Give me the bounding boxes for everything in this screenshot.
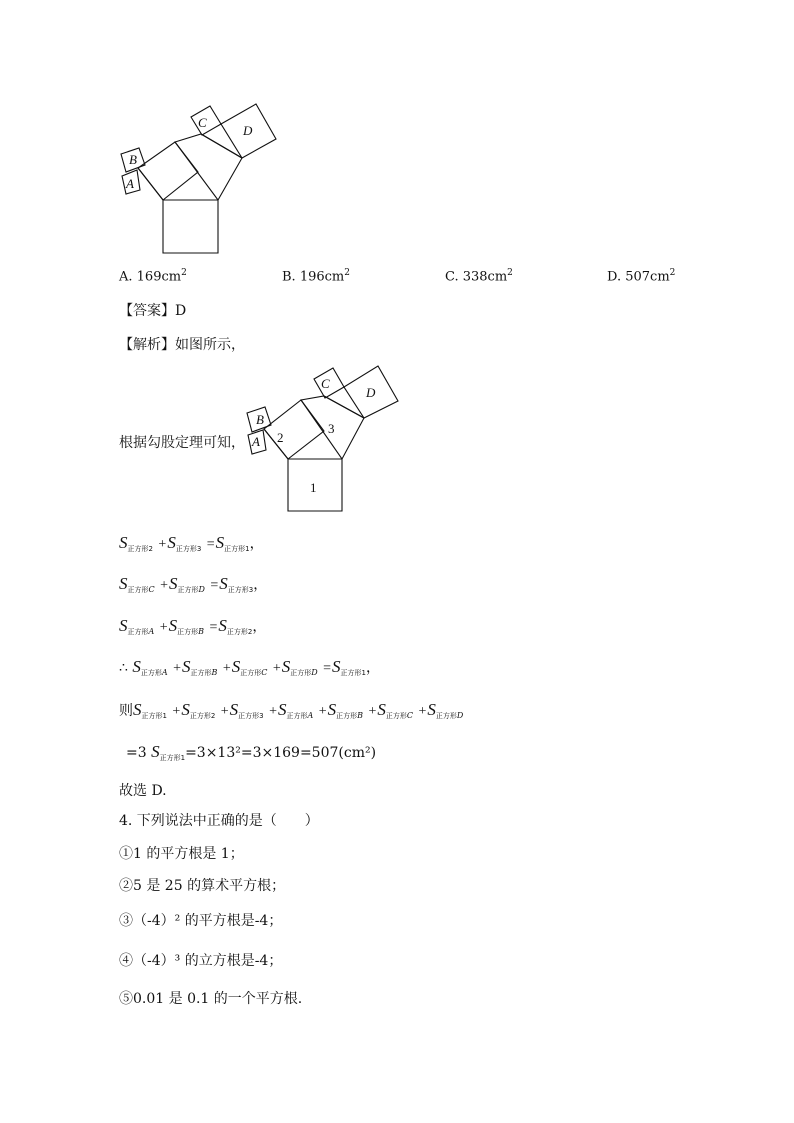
answer: 【答案】D: [119, 303, 187, 319]
theorem-text: 根据勾股定理可知，: [119, 435, 245, 451]
square-3: [175, 134, 242, 200]
label-3: 3: [328, 421, 335, 436]
square-2: [264, 400, 324, 459]
equation-2: $S_{正方形C} +S_{正方形D} =S_{正方形3}$，: [119, 574, 268, 594]
square-2: [138, 142, 198, 200]
q4-item-3: ③（-4）² 的平方根是-4；: [119, 913, 283, 929]
conclusion: 故选 D.: [119, 783, 167, 799]
option-b[interactable]: B. $196cm^2$: [282, 268, 350, 285]
equation-4: ∴ $S_{正方形A} +S_{正方形B} +S_{正方形C} +S_{正方形D} =S_{正方形1}$，: [119, 657, 380, 677]
label-d: D: [366, 385, 376, 400]
label-2: 2: [277, 430, 284, 445]
equation-6: =3 $S_{正方形1}=3\times 13^2=3\times 169=507(cm^2)$: [126, 742, 377, 762]
label-a: A: [252, 434, 260, 449]
label-1: 1: [310, 480, 317, 495]
label-d: D: [243, 123, 253, 138]
option-a[interactable]: A. $169cm^2$: [119, 268, 187, 285]
analysis-intro: 【解析】如图所示，: [119, 337, 245, 353]
geometry-figure-top: [112, 100, 282, 260]
square-1: [163, 200, 218, 253]
q4-item-5: ⑤0.01 是 0.1 的一个平方根.: [119, 991, 303, 1007]
equation-3: $S_{正方形A} +S_{正方形B} =S_{正方形2}$，: [119, 616, 267, 636]
label-b: B: [129, 152, 137, 167]
label-a: A: [126, 176, 134, 191]
label-c: C: [321, 376, 330, 391]
equation-5: 则$S_{正方形1} +S_{正方形2} +S_{正方形3} +S_{正方形A} +S_{正方形B} +S_{正方形C} +S_{正方形D}$: [119, 700, 464, 720]
option-d[interactable]: D. $507cm^2$: [607, 268, 676, 285]
question-4-title: 4. 下列说法中正确的是（ ）: [119, 813, 319, 829]
equation-1: $S_{正方形2} +S_{正方形3} =S_{正方形1}$，: [119, 533, 264, 553]
q4-item-4: ④（-4）³ 的立方根是-4；: [119, 953, 283, 969]
q4-item-2: ②5 是 25 的算术平方根；: [119, 878, 286, 894]
q4-item-1: ①1 的平方根是 1；: [119, 846, 244, 862]
option-c[interactable]: C. $338cm^2$: [445, 268, 513, 285]
geometry-figure-labeled: [240, 365, 405, 515]
label-c: C: [198, 115, 207, 130]
label-b: B: [256, 412, 264, 427]
